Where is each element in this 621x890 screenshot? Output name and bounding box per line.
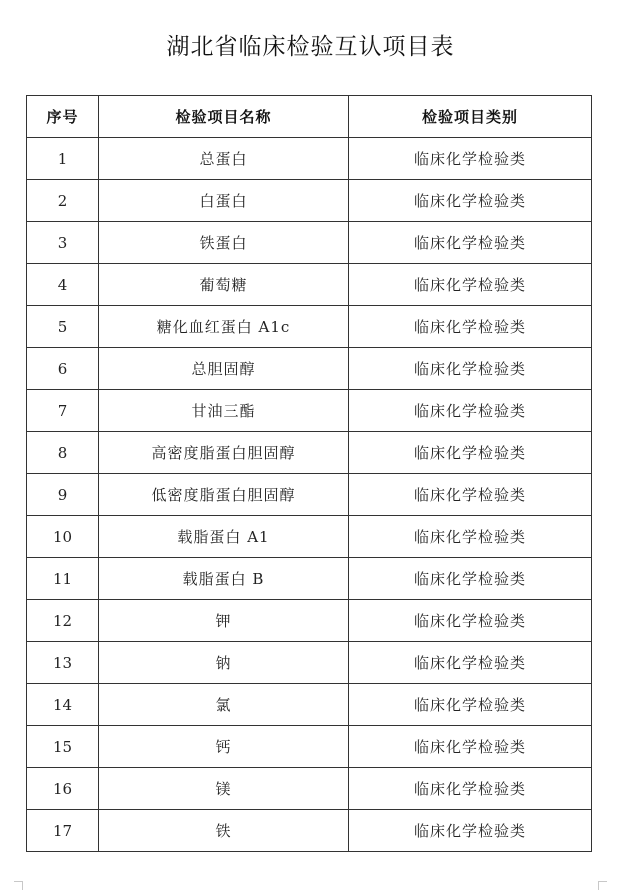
row-item-category: 临床化学检验类 xyxy=(349,810,592,852)
table-row xyxy=(27,600,592,642)
row-item-name: 载脂蛋白 B xyxy=(99,558,349,600)
table-row xyxy=(27,222,592,264)
row-item-name: 总胆固醇 xyxy=(99,348,349,390)
row-item-category: 临床化学检验类 xyxy=(349,264,592,306)
row-item-name: 葡萄糖 xyxy=(99,264,349,306)
table-body xyxy=(27,138,592,852)
row-item-category: 临床化学检验类 xyxy=(349,138,592,180)
row-item-category: 临床化学检验类 xyxy=(349,642,592,684)
row-item-category: 临床化学检验类 xyxy=(349,222,592,264)
row-seq: 4 xyxy=(27,264,99,306)
row-seq: 11 xyxy=(27,558,99,600)
row-seq: 16 xyxy=(27,768,99,810)
table-row xyxy=(27,348,592,390)
row-item-name: 糖化血红蛋白 A1c xyxy=(99,306,349,348)
row-item-name: 钠 xyxy=(99,642,349,684)
row-seq: 15 xyxy=(27,726,99,768)
row-seq: 1 xyxy=(27,138,99,180)
test-items-table xyxy=(26,95,592,852)
table-row xyxy=(27,264,592,306)
row-item-category: 临床化学检验类 xyxy=(349,600,592,642)
row-item-category: 临床化学检验类 xyxy=(349,432,592,474)
row-item-name: 白蛋白 xyxy=(99,180,349,222)
row-seq: 7 xyxy=(27,390,99,432)
row-item-name: 氯 xyxy=(99,684,349,726)
table-row xyxy=(27,432,592,474)
row-item-category: 临床化学检验类 xyxy=(349,348,592,390)
row-item-category: 临床化学检验类 xyxy=(349,180,592,222)
row-seq: 5 xyxy=(27,306,99,348)
table-row xyxy=(27,138,592,180)
row-item-name: 载脂蛋白 A1 xyxy=(99,516,349,558)
table-row xyxy=(27,642,592,684)
row-seq: 9 xyxy=(27,474,99,516)
row-item-name: 镁 xyxy=(99,768,349,810)
row-seq: 2 xyxy=(27,180,99,222)
row-seq: 10 xyxy=(27,516,99,558)
row-item-category: 临床化学检验类 xyxy=(349,474,592,516)
row-item-category: 临床化学检验类 xyxy=(349,306,592,348)
table-row xyxy=(27,726,592,768)
row-seq: 8 xyxy=(27,432,99,474)
row-seq: 13 xyxy=(27,642,99,684)
table-row xyxy=(27,684,592,726)
row-item-category: 临床化学检验类 xyxy=(349,390,592,432)
table-row xyxy=(27,306,592,348)
row-item-category: 临床化学检验类 xyxy=(349,726,592,768)
row-seq: 14 xyxy=(27,684,99,726)
row-item-name: 钙 xyxy=(99,726,349,768)
row-item-name: 低密度脂蛋白胆固醇 xyxy=(99,474,349,516)
table-header-row xyxy=(27,96,592,138)
row-seq: 17 xyxy=(27,810,99,852)
row-item-name: 高密度脂蛋白胆固醇 xyxy=(99,432,349,474)
header-item-category: 检验项目类别 xyxy=(349,96,592,138)
table-row xyxy=(27,810,592,852)
table-row xyxy=(27,390,592,432)
row-item-category: 临床化学检验类 xyxy=(349,516,592,558)
table-row xyxy=(27,558,592,600)
row-item-category: 临床化学检验类 xyxy=(349,558,592,600)
table-row xyxy=(27,768,592,810)
row-seq: 6 xyxy=(27,348,99,390)
row-item-name: 铁蛋白 xyxy=(99,222,349,264)
row-item-name: 铁 xyxy=(99,810,349,852)
header-item-name: 检验项目名称 xyxy=(99,96,349,138)
row-item-name: 钾 xyxy=(99,600,349,642)
row-item-name: 总蛋白 xyxy=(99,138,349,180)
table-row xyxy=(27,516,592,558)
header-seq: 序号 xyxy=(27,96,99,138)
table-row xyxy=(27,474,592,516)
row-item-category: 临床化学检验类 xyxy=(349,684,592,726)
page-title: 湖北省临床检验互认项目表 xyxy=(166,34,455,60)
row-item-category: 临床化学检验类 xyxy=(349,768,592,810)
table-row xyxy=(27,180,592,222)
row-seq: 3 xyxy=(27,222,99,264)
row-item-name: 甘油三酯 xyxy=(99,390,349,432)
row-seq: 12 xyxy=(27,600,99,642)
